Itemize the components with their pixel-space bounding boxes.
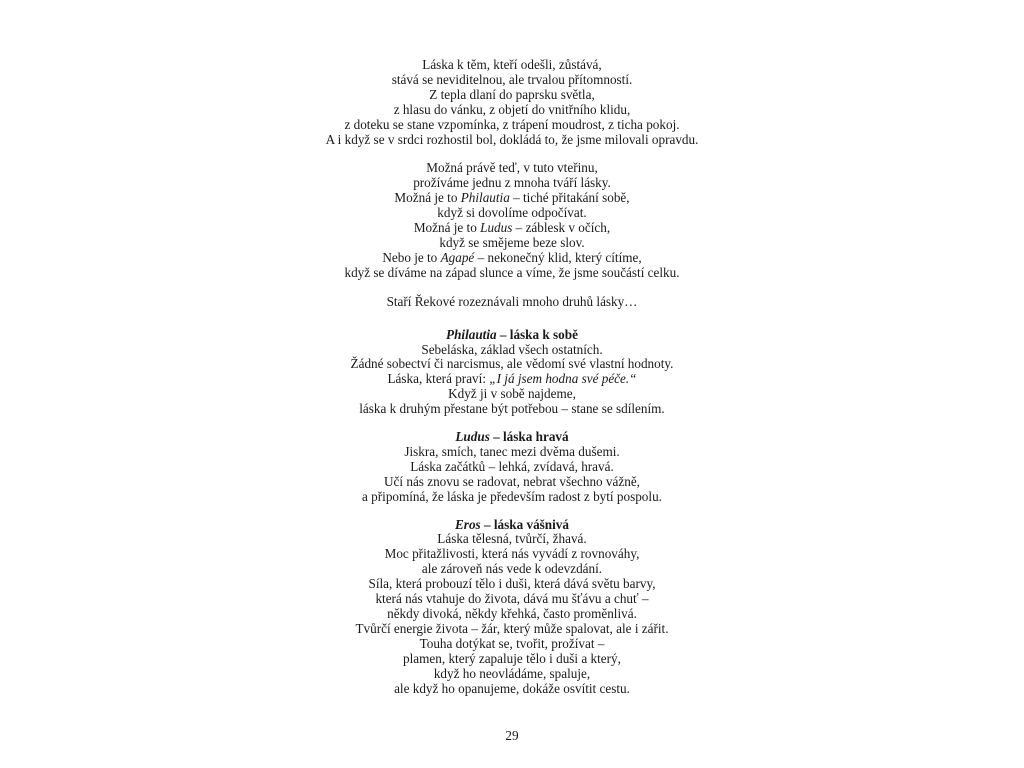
verse-line: Když ji v sobě najdeme, bbox=[448, 386, 576, 402]
verse-line: Z tepla dlaní do paprsku světla, bbox=[429, 86, 595, 102]
love-term: Philautia bbox=[460, 190, 510, 206]
verse-text: – nekonečný klid, který cítíme, bbox=[474, 249, 642, 265]
verse-line bbox=[0, 372, 1024, 387]
section-heading bbox=[0, 518, 1024, 533]
verse-text: Možná je to bbox=[394, 190, 461, 206]
section-philautia bbox=[0, 328, 1024, 417]
verse-line: Tvůrčí energie života – žár, který může spalovat, ale i zářit. bbox=[355, 620, 669, 636]
verse-text: Láska, která praví: bbox=[387, 371, 490, 387]
verse-line: ale zároveň nás vede k odevzdání. bbox=[421, 561, 603, 577]
stanza-intro bbox=[0, 58, 1024, 147]
verse-line: Moc přitažlivosti, která nás vyvádí z rovnováhy, bbox=[384, 546, 640, 562]
verse-line: ale když ho opanujeme, dokáže osvítit cestu. bbox=[394, 680, 630, 696]
heading-subtitle: – láska k sobě bbox=[496, 326, 578, 342]
quote: „I já jsem hodna své péče.“ bbox=[489, 371, 637, 387]
love-term: Ludus bbox=[455, 429, 490, 445]
verse-text: Nebo je to bbox=[382, 249, 441, 265]
verse-line: Láska začátků – lehká, zvídavá, hravá. bbox=[410, 458, 614, 474]
verse-line: někdy divoká, někdy křehká, často proměnlivá. bbox=[387, 606, 637, 621]
verse-line: Touha dotýkat se, tvořit, prožívat – bbox=[419, 635, 605, 651]
page-number: 29 bbox=[505, 728, 519, 743]
verse-line: když si dovolíme odpočívat. bbox=[437, 205, 587, 221]
verse-line: z doteku se stane vzpomínka, z trápení moudrost, z ticha pokoj. bbox=[344, 116, 680, 132]
verse-line: Učí nás znovu se radovat, nebrat všechno vážně, bbox=[384, 473, 640, 489]
love-term: Agapé bbox=[440, 249, 475, 265]
verse-line bbox=[0, 191, 1024, 206]
verse-line: Síla, která probouzí tělo i duši, která dává světu barvy, bbox=[368, 576, 656, 592]
verse-line: z hlasu do vánku, z objetí do vnitřního klidu, bbox=[393, 101, 631, 117]
verse-line: Možná právě teď, v tuto vteřinu, bbox=[426, 160, 598, 176]
stanza-moment bbox=[0, 161, 1024, 280]
verse-line: prožíváme jednu z mnoha tváří lásky. bbox=[413, 175, 611, 191]
verse-line: Staří Řekové rozeznávali mnoho druhů lásky… bbox=[386, 293, 638, 309]
verse-line bbox=[0, 221, 1024, 236]
verse-line: a připomíná, že láska je především radost z bytí pospolu. bbox=[362, 488, 662, 504]
verse-line: plamen, který zapaluje tělo i duši a který, bbox=[403, 650, 621, 666]
section-heading bbox=[0, 328, 1024, 343]
love-term: Ludus bbox=[480, 220, 513, 236]
heading-subtitle: – láska vášnivá bbox=[480, 516, 569, 532]
verse-line: když se smějeme beze slov. bbox=[439, 234, 585, 250]
verse-line: která nás vtahuje do života, dává mu šťávu a chuť – bbox=[375, 591, 649, 607]
love-term: Philautia bbox=[446, 326, 497, 342]
stanza-greeks bbox=[0, 295, 1024, 310]
verse-line: stává se neviditelnou, ale trvalou přítomností. bbox=[391, 71, 633, 87]
verse-line: když ho neovládáme, spaluje, bbox=[433, 665, 591, 681]
verse-text: Možná je to bbox=[413, 220, 481, 236]
verse-line: Láska k těm, kteří odešli, zůstává, bbox=[422, 57, 602, 72]
section-eros bbox=[0, 518, 1024, 697]
section-ludus bbox=[0, 430, 1024, 505]
verse-line: A i když se v srdci rozhostil bol, dokládá to, že jsme milovali opravdu. bbox=[325, 131, 699, 147]
heading-subtitle: – láska hravá bbox=[489, 429, 569, 445]
verse-line: Sebeláska, základ všech ostatních. bbox=[421, 341, 603, 357]
verse-line: Láska tělesná, tvůrčí, žhavá. bbox=[437, 531, 587, 547]
verse-line bbox=[0, 251, 1024, 266]
love-term: Eros bbox=[455, 516, 481, 532]
verse-line: Žádné sobectví či narcismus, ale vědomí své vlastní hodnoty. bbox=[350, 356, 674, 372]
verse-line: když se díváme na západ slunce a víme, že jsme součástí celku. bbox=[344, 264, 680, 280]
verse-text: – tiché přitakání sobě, bbox=[509, 190, 630, 206]
section-heading bbox=[0, 430, 1024, 445]
document-page bbox=[0, 58, 1024, 710]
verse-text: – záblesk v očích, bbox=[512, 220, 611, 236]
verse-line: láska k druhým přestane být potřebou – stane se sdílením. bbox=[359, 401, 665, 417]
verse-line: Jiskra, smích, tanec mezi dvěma dušemi. bbox=[404, 443, 620, 459]
